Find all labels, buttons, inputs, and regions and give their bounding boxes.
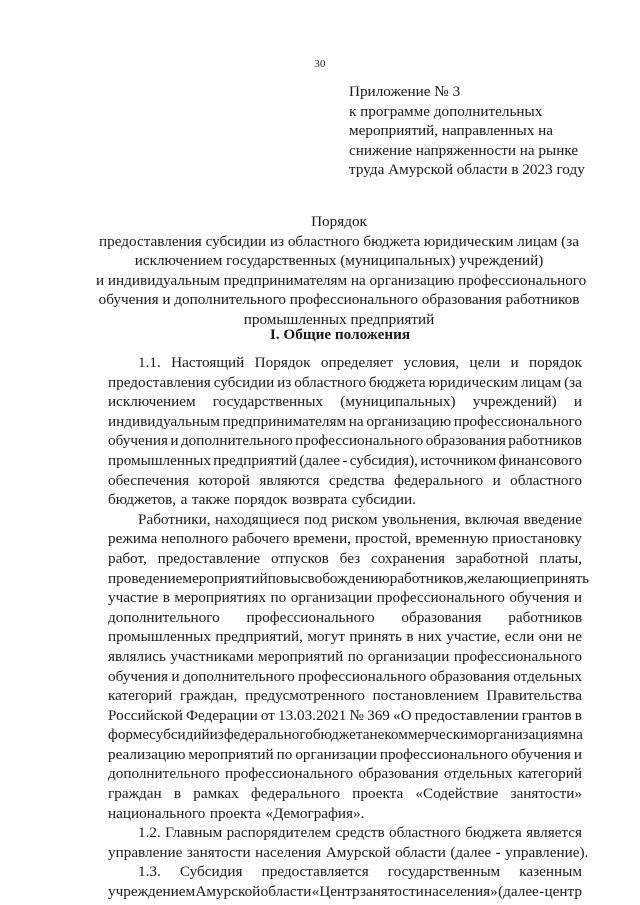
paragraph-line: участие в мероприятиях по организации профессионального обучения и bbox=[108, 589, 582, 607]
paragraph-line: форме субсидий из федерального бюджета некоммерческим организациям на bbox=[108, 726, 583, 744]
title-line: промышленных предприятий bbox=[243, 310, 435, 328]
document-body bbox=[108, 353, 590, 902]
paragraph bbox=[108, 510, 590, 824]
paragraph-line: управление занятости населения Амурской области (далее - управление). bbox=[108, 843, 589, 861]
paragraph-line: дополнительного профессионального образования отдельных категорий bbox=[108, 765, 582, 783]
paragraph-line: предоставления субсидии из областного бюджета юридическим лицам (за bbox=[108, 373, 582, 391]
paragraph-line: индивидуальным предпринимателям на организацию профессионального bbox=[108, 412, 582, 430]
title-line: исключением государственных (муниципальных) учреждений) bbox=[134, 252, 544, 270]
paragraph-line: 1.1. Настоящий Порядок определяет условия, цели и порядок bbox=[138, 354, 582, 371]
paragraph-line: 1.2. Главным распорядителем средств областного бюджета является bbox=[138, 824, 582, 842]
appendix-line: мероприятий, направленных на bbox=[349, 122, 554, 140]
paragraph-line: реализацию мероприятий по организации профессионального обучения и bbox=[108, 745, 582, 763]
paragraph-line: проведение мероприятий по высвобождению работников, желающие принять bbox=[108, 569, 590, 587]
paragraph-line: национального проекта «Демография». bbox=[108, 804, 365, 822]
paragraph-line: учреждением Амурской области «Центр занятости населения» (далее - центр bbox=[108, 883, 582, 901]
paragraph bbox=[108, 353, 582, 510]
appendix-line: снижение напряженности на рынке bbox=[349, 141, 579, 159]
paragraph bbox=[108, 862, 582, 901]
paragraph bbox=[108, 823, 589, 862]
page-number: 30 bbox=[314, 58, 326, 70]
paragraph-line: являлись участниками мероприятий по организации профессионального bbox=[108, 647, 582, 665]
paragraph-line: работ, предоставление отпусков без сохранения заработной платы, bbox=[108, 549, 582, 567]
paragraph-line: категорий граждан, предусмотренного постановлением Правительства bbox=[108, 687, 582, 705]
section-heading: I. Общие положения bbox=[269, 326, 411, 343]
title-line: Порядок bbox=[311, 213, 367, 230]
appendix-line: Приложение № 3 bbox=[349, 83, 461, 100]
paragraph-line: дополнительного профессионального образования работников bbox=[108, 608, 582, 626]
paragraph-line: обучения и дополнительного профессионального образования работников bbox=[108, 432, 582, 450]
appendix-line: труда Амурской области в 2023 году bbox=[349, 161, 585, 179]
paragraph-line: обучения и дополнительного профессионального образования отдельных bbox=[108, 667, 582, 685]
title-line: обучения и дополнительного профессионального образования работников bbox=[98, 291, 580, 309]
paragraph-line: 1.3. Субсидия предоставляется государственным казенным bbox=[138, 863, 582, 881]
paragraph-line: граждан в рамках федерального проекта «Содействие занятости» bbox=[108, 785, 582, 803]
paragraph-line: режима неполного рабочего времени, простой, временную приостановку bbox=[108, 530, 582, 548]
paragraph-line: промышленных предприятий (далее - субсидия), источником финансового bbox=[108, 451, 582, 469]
title-line: предоставления субсидии из областного бюджета юридическим лицам (за bbox=[99, 232, 579, 250]
document-title bbox=[96, 212, 587, 330]
paragraph-line: промышленных предприятий, могут принять в них участие, если они не bbox=[108, 628, 582, 646]
title-line: и индивидуальным предпринимателям на организацию профессионального bbox=[96, 271, 587, 289]
appendix-line: к программе дополнительных bbox=[349, 102, 543, 120]
paragraph-line: бюджетов, а также порядок возврата субсидии. bbox=[108, 491, 416, 509]
paragraph-line: обеспечения которой являются средства федерального и областного bbox=[108, 471, 582, 489]
paragraph-line: исключением государственных (муниципальных) учреждений) и bbox=[108, 393, 582, 411]
appendix-block bbox=[349, 82, 619, 180]
paragraph-line: Российской Федерации от 13.03.2021 № 369 «О предоставлении грантов в bbox=[108, 706, 582, 724]
paragraph-line: Работники, находящиеся под риском увольнения, включая введение bbox=[138, 510, 582, 528]
